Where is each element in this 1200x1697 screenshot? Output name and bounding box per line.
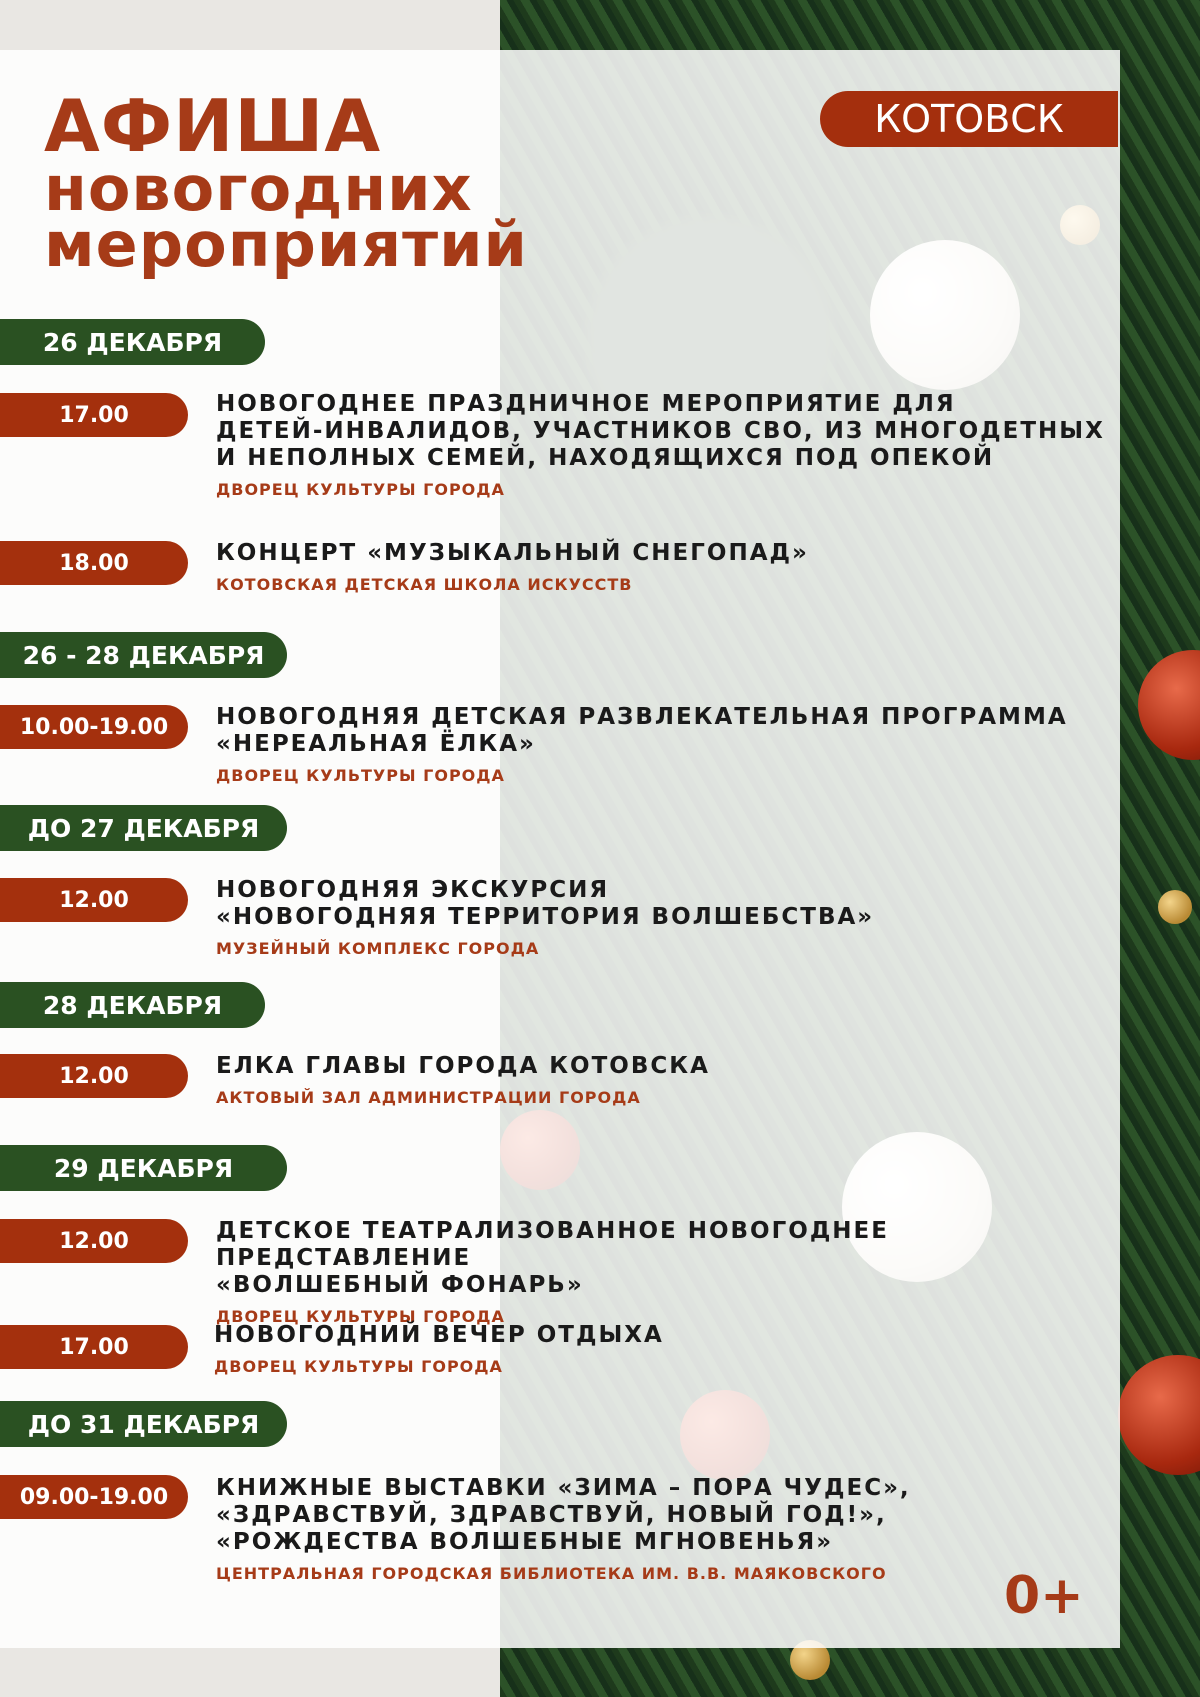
event-title: НОВОГОДНИЙ ВЕЧЕР ОТДЫХА: [214, 1322, 664, 1348]
event-title: НОВОГОДНЕЕ ПРАЗДНИЧНОЕ МЕРОПРИЯТИЕ ДЛЯ ДЕТЕЙ-ИНВАЛИДОВ, УЧАСТНИКОВ СВО, ИЗ МНОГОДЕТНЫХ И НЕПОЛНЫХ СЕМЕЙ, НАХОДЯЩИХСЯ ПОД ОПЕКОЙ: [216, 391, 1105, 471]
date-label: 28 ДЕКАБРЯ: [0, 982, 265, 1028]
event-item: [216, 1218, 1116, 1326]
poster-subtitle-line1: новогодних: [44, 152, 473, 225]
event-place: ДВОРЕЦ КУЛЬТУРЫ ГОРОДА: [214, 1357, 503, 1376]
event-title: ЕЛКА ГЛАВЫ ГОРОДА КОТОВСКА: [216, 1053, 710, 1079]
event-place: ДВОРЕЦ КУЛЬТУРЫ ГОРОДА: [216, 480, 505, 499]
event-time: 10.00-19.00: [0, 705, 188, 749]
event-time: 12.00: [0, 1054, 188, 1098]
event-title: ДЕТСКОЕ ТЕАТРАЛИЗОВАННОЕ НОВОГОДНЕЕ ПРЕДСТАВЛЕНИЕ «ВОЛШЕБНЫЙ ФОНАРЬ»: [216, 1218, 889, 1298]
gold-ornament-icon: [1158, 890, 1192, 924]
event-item: [216, 877, 1116, 958]
event-item: [216, 1475, 1116, 1583]
event-item: [214, 1322, 1114, 1376]
poster-title: АФИША: [44, 84, 382, 168]
age-rating: 0+: [1004, 1566, 1084, 1626]
event-time: 17.00: [0, 393, 188, 437]
event-time: 12.00: [0, 878, 188, 922]
event-place: ЦЕНТРАЛЬНАЯ ГОРОДСКАЯ БИБЛИОТЕКА ИМ. В.В. МАЯКОВСКОГО: [216, 1564, 887, 1583]
event-item: [216, 704, 1116, 785]
event-place: ДВОРЕЦ КУЛЬТУРЫ ГОРОДА: [216, 1307, 505, 1326]
event-time: 12.00: [0, 1219, 188, 1263]
date-label: ДО 27 ДЕКАБРЯ: [0, 805, 287, 851]
date-label: 29 ДЕКАБРЯ: [0, 1145, 287, 1191]
event-item: [216, 1053, 1116, 1107]
event-time: 09.00-19.00: [0, 1475, 188, 1519]
date-label: 26 - 28 ДЕКАБРЯ: [0, 632, 287, 678]
date-label: ДО 31 ДЕКАБРЯ: [0, 1401, 287, 1447]
city-badge: КОТОВСК: [820, 91, 1118, 147]
event-time: 17.00: [0, 1325, 188, 1369]
event-item: [216, 391, 1116, 499]
event-title: КОНЦЕРТ «МУЗЫКАЛЬНЫЙ СНЕГОПАД»: [216, 540, 809, 566]
event-place: АКТОВЫЙ ЗАЛ АДМИНИСТРАЦИИ ГОРОДА: [216, 1088, 641, 1107]
event-title: НОВОГОДНЯЯ ДЕТСКАЯ РАЗВЛЕКАТЕЛЬНАЯ ПРОГРАММА «НЕРЕАЛЬНАЯ ЁЛКА»: [216, 704, 1068, 757]
event-title: НОВОГОДНЯЯ ЭКСКУРСИЯ «НОВОГОДНЯЯ ТЕРРИТОРИЯ ВОЛШЕБСТВА»: [216, 877, 875, 930]
event-time: 18.00: [0, 541, 188, 585]
poster-subtitle-line2: мероприятий: [44, 208, 528, 281]
event-place: КОТОВСКАЯ ДЕТСКАЯ ШКОЛА ИСКУССТВ: [216, 575, 633, 594]
event-item: [216, 540, 1116, 594]
event-title: КНИЖНЫЕ ВЫСТАВКИ «ЗИМА – ПОРА ЧУДЕС», «ЗДРАВСТВУЙ, ЗДРАВСТВУЙ, НОВЫЙ ГОД!», «РОЖДЕСТВА ВОЛШЕБНЫЕ МГНОВЕНЬЯ»: [216, 1475, 911, 1555]
event-place: МУЗЕЙНЫЙ КОМПЛЕКС ГОРОДА: [216, 939, 540, 958]
event-place: ДВОРЕЦ КУЛЬТУРЫ ГОРОДА: [216, 766, 505, 785]
date-label: 26 ДЕКАБРЯ: [0, 319, 265, 365]
